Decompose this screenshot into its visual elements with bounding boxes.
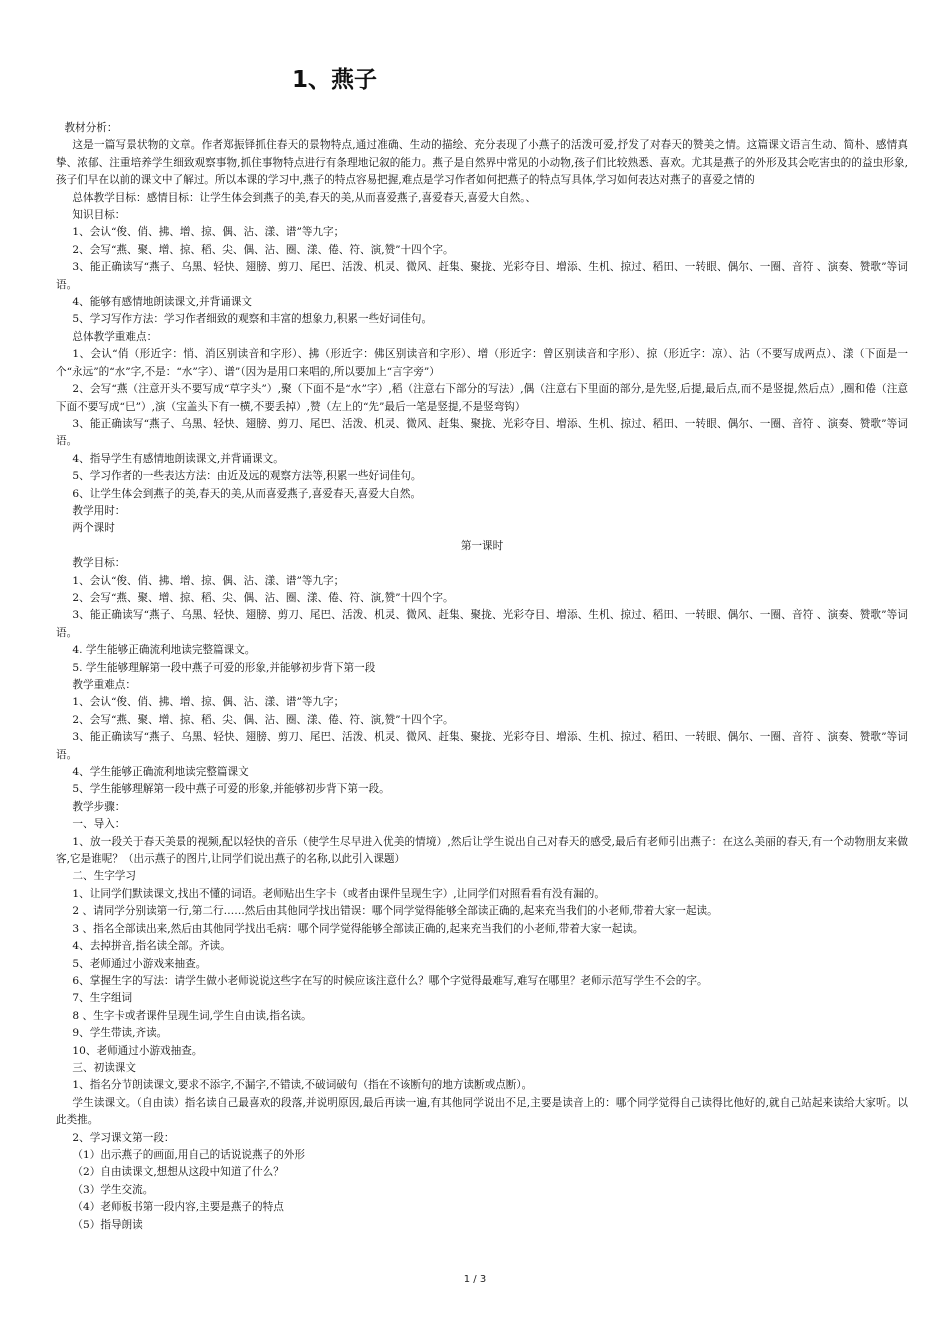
paragraph: 1、会认“俊、俏、拂、增、掠、偶、沾、漾、谱”等九字； [72,696,345,709]
paragraph: 二、生字学习 [72,870,136,883]
paragraph: 1、会认“俊、俏、拂、增、掠、偶、沾、漾、谱”等九字； [72,226,345,239]
paragraph: 5. 学生能够理解第一段中燕子可爱的形象,并能够初步背下第一段 [72,661,376,674]
paragraph: 7、生字组词 [72,992,133,1005]
paragraph: 2、学习课文第一段： [72,1131,175,1144]
paragraph: 这是一篇写景状物的文章。作者郑振铎抓住春天的景物特点,通过准确、生动的描绘、充分表现了小燕子的活泼可爱,抒发了对春天的赞美之情。这篇课文语言生动、简朴、感情真挚、浓郁、注重培养学生细致观察事物,抓住事物特点进行有条理地记叙的能力。燕子是自然界中常见的小动物,孩子们比较熟悉、喜欢。尤其是燕子的外形及其会吃害虫的的益虫形象,孩子们早在以前的课文中了解过。所以本课的学习中,燕子的特点容易把握,难点是学习作者如何把燕子的特点写具体,学习如何表达对燕子的喜爱之情的 [56,139,908,187]
paragraph: 2、会写“燕、聚、增、掠、稻、尖、偶、沾、圈、漾、倦、符、演,赞”十四个字。 [72,713,454,726]
paragraph: 3、能正确读写“燕子、乌黑、轻快、翅膀、剪刀、尾巴、活泼、机灵、微风、赶集、聚拢、光彩夺目、增添、生机、掠过、稻田、一转眼、偶尔、一圈、音符 、演奏、赞歌”等词语。 [56,261,908,291]
paragraph: （4）老师板书第一段内容,主要是燕子的特点 [72,1201,284,1214]
paragraph: 总体教学目标：感情目标：让学生体会到燕子的美,春天的美,从而喜爱燕子,喜爱春天,喜爱大自然。、 [72,191,537,204]
paragraph: 5、学生能够理解第一段中燕子可爱的形象,并能够初步背下第一段。 [72,783,390,796]
paragraph: 8 、生字卡或者课件呈现生词,学生自由读,指名读。 [72,1009,312,1022]
paragraph: 4、能够有感情地朗读课文,并背诵课文 [72,296,253,309]
paragraph: 教材分析： [64,122,118,134]
paragraph: 2、会写“燕、聚、增、掠、稻、尖、偶、沾、圈、漾、倦、符、演,赞”十四个字。 [72,591,454,604]
paragraph: 6、让学生体会到燕子的美,春天的美,从而喜爱燕子,喜爱春天,喜爱大自然。 [72,487,422,500]
paragraph: 1、会认“俏（形近字：悄、消区别读音和字形）、拂（形近字：佛区别读音和字形）、增（形近字：曾区别读音和字形）、掠（形近字：凉）、沾（不要写成两点）、漾（下面是一个“永远”的“水”字,不是：“水”字）、谱”（因为是用口来唱的,所以要加上“言字旁”） [56,348,908,378]
paragraph: 6、掌握生字的写法：请学生做小老师说说这些字在写的时候应该注意什么？哪个字觉得最难写,难写在哪里？老师示范写学生不会的字。 [72,974,708,987]
paragraph: 教学重难点： [72,679,136,691]
paragraph: 9、学生带读,齐读。 [72,1027,168,1040]
paragraph: 4、去掉拼音,指名读全部。齐读。 [72,940,231,953]
paragraph: 两个课时 [72,522,115,535]
paragraph: 教学目标： [72,557,126,570]
paragraph: 5、学习作者的一些表达方法：由近及远的观察方法等,积累一些好词佳句。 [72,470,422,483]
paragraph: 总体教学重难点： [72,330,158,343]
document-title: 1、燕子 [292,67,378,93]
paragraph: 学生读课文。（自由读）指名读自己最喜欢的段落,并说明原因,最后再读一遍,有其他同学说出不足,主要是读音上的：哪个同学觉得自己读得比他好的,就自己站起来读给大家听。以此类推。 [56,1096,908,1127]
section-heading: 第一课时 [460,539,504,552]
paragraph: 3、能正确读写“燕子、乌黑、轻快、翅膀、剪刀、尾巴、活泼、机灵、微风、赶集、聚拢、光彩夺目、增添、生机、掠过、稻田、一转眼、偶尔、一圈、音符 、演奏、赞歌”等词语。 [56,417,908,448]
page-number: 1 / 3 [463,1274,487,1285]
paragraph: 4. 学生能够正确流利地读完整篇课文。 [72,644,256,657]
paragraph: 教学步骤： [72,800,126,813]
paragraph: 三、初读课文 [72,1061,136,1074]
paragraph: 4、学生能够正确流利地读完整篇课文 [72,766,249,779]
paragraph: 知识目标： [72,209,126,222]
paragraph: 1、会认“俊、俏、拂、增、掠、偶、沾、漾、谱”等九字； [72,574,345,587]
paragraph: 1、让同学们默读课文,找出不懂的词语。老师贴出生字卡（或者由课件呈现生字）,让同学们对照看看有没有漏的。 [72,887,605,900]
paragraph: 3、能正确读写“燕子、乌黑、轻快、翅膀、剪刀、尾巴、活泼、机灵、微风、赶集、聚拢、光彩夺目、增添、生机、掠过、稻田、一转眼、偶尔、一圈、音符 、演奏、赞歌”等词语。 [56,609,908,639]
paragraph: （2）自由读课文,想想从这段中知道了什么？ [72,1166,284,1179]
paragraph: 教学用时： [72,504,126,517]
paragraph: （3）学生交流。 [72,1183,154,1196]
paragraph: 5、老师通过小游戏来抽查。 [72,957,207,970]
paragraph: （5）指导朗读 [72,1218,143,1231]
document-body [56,62,908,1234]
paragraph: 一、导入： [72,818,126,831]
paragraph: 3 、指名全部读出来,然后由其他同学找出毛病：哪个同学觉得能够全部读正确的,起来充当我们的小老师,带着大家一起读。 [72,922,644,935]
paragraph: 2 、请同学分别读第一行,第二行……然后由其他同学找出错误：哪个同学觉得能够全部读正确的,起来充当我们的小老师,带着大家一起读。 [72,905,718,918]
paragraph: 5、学习写作方法：学习作者细致的观察和丰富的想象力,积累一些好词佳句。 [72,313,433,326]
paragraph: 1、指名分节朗读课文,要求不添字,不漏字,不错读,不破词破句（指在不该断句的地方读断或点断）。 [72,1079,533,1092]
paragraph: 10、老师通过小游戏抽查。 [72,1044,203,1057]
paragraph: 1、放一段关于春天美景的视频,配以轻快的音乐（使学生尽早进入优美的情境）,然后让学生说出自己对春天的感受,最后有老师引出燕子：在这么美丽的春天,有一个动物朋友来做客,它是谁呢？（出示燕子的图片,让同学们说出燕子的名称,以此引入课题） [56,835,908,866]
paragraph: （1）出示燕子的画面,用自己的话说说燕子的外形 [72,1148,305,1161]
paragraph: 4、指导学生有感情地朗读课文,并背诵课文。 [72,452,284,465]
paragraph: 2、会写“燕、聚、增、掠、稻、尖、偶、沾、圈、漾、倦、符、演,赞”十四个字。 [72,243,454,256]
paragraph: 3、能正确读写“燕子、乌黑、轻快、翅膀、剪刀、尾巴、活泼、机灵、微风、赶集、聚拢、光彩夺目、增添、生机、掠过、稻田、一转眼、偶尔、一圈、音符 、演奏、赞歌”等词语。 [56,731,908,761]
paragraph: 2、会写“燕（注意开头不要写成“草字头”）,聚（下面不是“水”字）,稻（注意右下部分的写法）,偶（注意右下里面的部分,是先竖,后提,最后点,而不是竖提,然后点）,圈和倦（注意下面不要写成“巳”）,演（宝盖头下有一横,不要丢掉）,赞（左上的“先”最后一笔是竖提,不是竖弯钩） [56,383,908,413]
